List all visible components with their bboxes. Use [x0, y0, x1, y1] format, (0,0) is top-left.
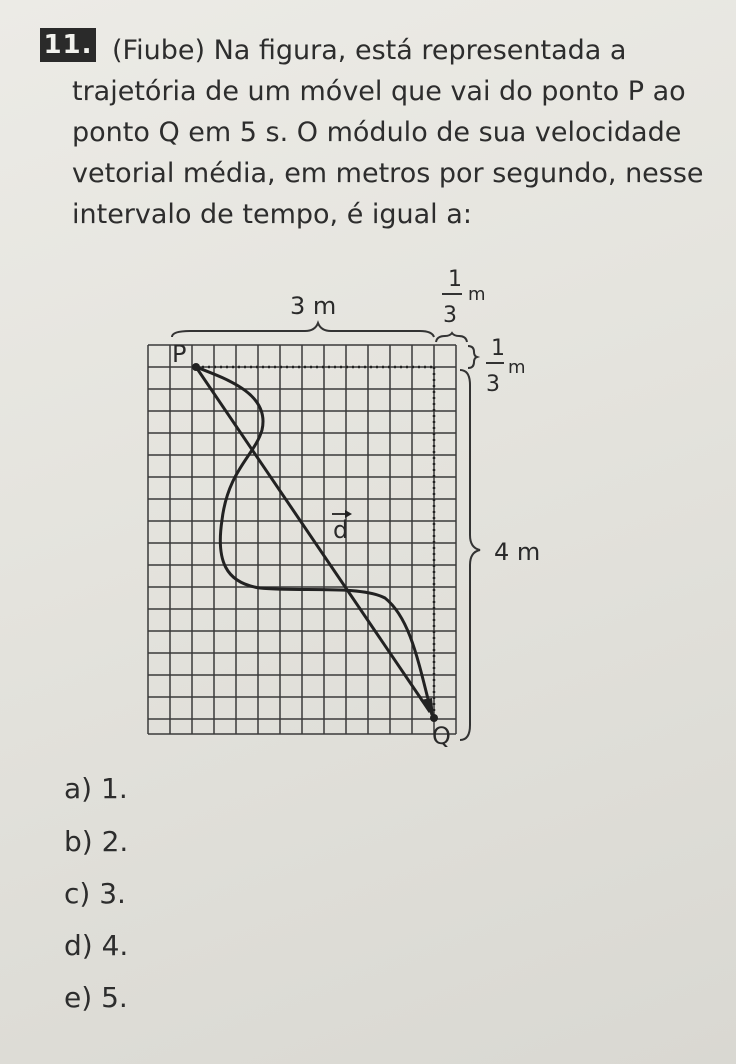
- label-3m: 3 m: [290, 292, 337, 320]
- point-q-dot: [430, 714, 438, 722]
- question-number: 11.: [40, 28, 96, 62]
- option-e-value: 5.: [101, 981, 128, 1014]
- option-c-value: 3.: [99, 877, 126, 910]
- label-third-side-num: 1: [491, 336, 505, 361]
- option-b[interactable]: [64, 825, 128, 858]
- brace-third-side: [468, 346, 477, 368]
- label-third-top-num: 1: [448, 267, 462, 292]
- option-a[interactable]: [64, 772, 128, 805]
- point-q-label: Q: [432, 722, 451, 750]
- label-third-side-den: 3: [486, 372, 500, 397]
- brace-third-top: [436, 333, 467, 342]
- point-p-dot: [192, 363, 200, 371]
- grid: [148, 345, 456, 734]
- option-e-letter: e): [64, 981, 93, 1014]
- label-third-side-unit: m: [508, 357, 526, 378]
- option-d[interactable]: [64, 929, 128, 962]
- option-c[interactable]: [64, 877, 126, 910]
- vector-label: d: [333, 516, 349, 544]
- label-third-top-unit: m: [468, 284, 486, 305]
- option-e[interactable]: [64, 981, 128, 1014]
- point-p-label: P: [172, 340, 187, 368]
- option-d-value: 4.: [101, 929, 129, 962]
- option-b-letter: b): [64, 825, 93, 858]
- option-c-letter: c): [64, 877, 91, 910]
- option-a-letter: a): [64, 772, 93, 805]
- displacement-vector: [196, 367, 430, 712]
- option-d-letter: d): [64, 929, 93, 962]
- option-b-value: 2.: [101, 825, 129, 858]
- brace-3m: [172, 323, 434, 337]
- question-text: (Fiube) Na figura, está representada a trajetória de um móvel que vai do ponto P ao ponto Q em 5 s. O módulo de sua velocidade vetorial média, em metros por segundo, nesse intervalo de tempo, é igual a:: [72, 35, 704, 230]
- brace-4m: [460, 370, 480, 740]
- label-4m: 4 m: [494, 538, 541, 566]
- option-a-value: 1.: [101, 772, 128, 805]
- label-third-top-den: 3: [443, 303, 457, 328]
